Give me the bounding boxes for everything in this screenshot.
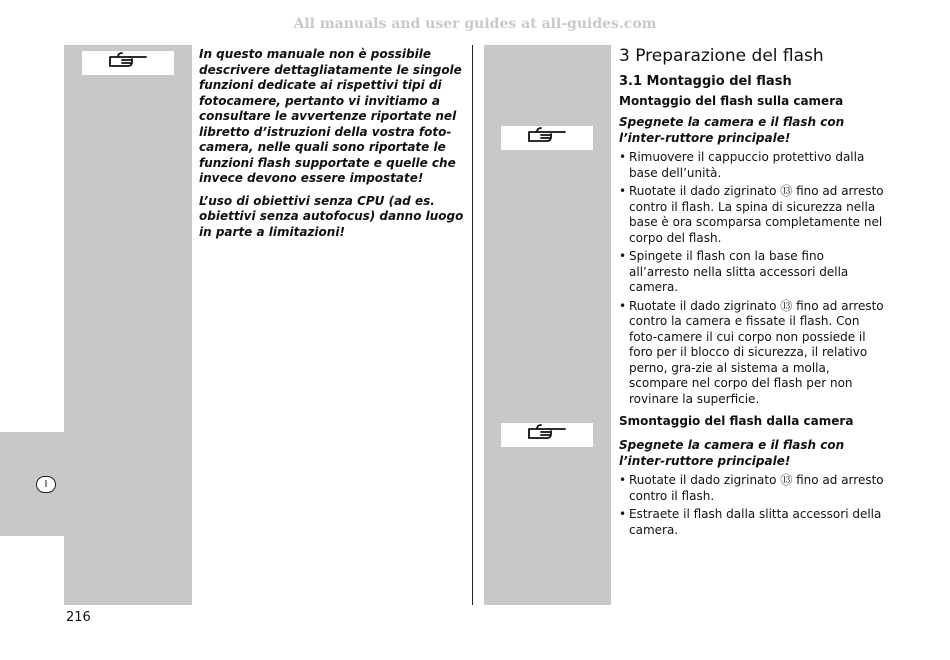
page-number: 216 [66, 610, 91, 625]
list-item: • Estraete il flash dalla slitta accessori della camera. [619, 507, 885, 538]
watermark: All manuals and user guides at all-guides.com [293, 16, 657, 32]
column-divider [472, 45, 473, 605]
list-item: • Ruotate il dado zigrinato ⑬ fino ad arresto contro la camera e fissate il flash. Con foto-camere il cui corpo non possiede il foro per il blocco di sicurezza, il relativo perno, gra-zie al sistema a molla, scompare nel corpo del flash per non rovinare la superficie. [619, 299, 885, 408]
mount-warning-marker [501, 126, 593, 150]
pointing-hand-icon [527, 126, 567, 150]
mounting-heading: Montaggio del flash sulla camera [619, 94, 844, 108]
left-text-column [199, 47, 467, 247]
left-margin-column [64, 45, 192, 605]
right-text-column [619, 45, 885, 544]
removal-steps [619, 473, 885, 538]
language-tab [0, 432, 66, 536]
note-paragraph: L’uso di obiettivi senza CPU (ad es. obiettivi senza autofocus) danno luogo in parte a limitazioni! [199, 193, 464, 239]
list-item: • Spingete il flash con la base fino all’arresto nella slitta accessori della camera. [619, 249, 885, 296]
removal-warning-marker [501, 423, 593, 447]
removal-heading: Smontaggio del flash dalla camera [619, 414, 854, 428]
mounting-warning: Spegnete la camera e il flash con l’inter-ruttore principale! [619, 115, 845, 145]
mounting-steps [619, 150, 885, 407]
list-item: • Rimuovere il cappuccio protettivo dalla base dell’unità. [619, 150, 885, 181]
note-paragraph: In questo manuale non è possibile descrivere dettagliatamente le singole funzioni dedicate ai rispettivi tipi di fotocamere, pertanto vi invitiamo a consultare le avvertenze riportate nel libretto d’istruzioni della vostra foto-camera, nelle quali sono riportate le funzioni flash supportate e quelle che invece devono essere impostate! [199, 47, 462, 185]
section-title: 3.1 Montaggio del flash [619, 74, 792, 89]
chapter-title: 3 Preparazione del flash [619, 46, 824, 66]
left-note-marker [82, 51, 174, 75]
removal-warning: Spegnete la camera e il flash con l’inter-ruttore principale! [619, 438, 845, 468]
language-tab-marker: I [36, 476, 56, 493]
list-item: • Ruotate il dado zigrinato ⑬ fino ad arresto contro il flash. La spina di sicurezza nella base è ora scomparsa completamente nel corpo del flash. [619, 184, 885, 246]
pointing-hand-icon [527, 423, 567, 447]
pointing-hand-icon [108, 51, 148, 75]
list-item: • Ruotate il dado zigrinato ⑬ fino ad arresto contro il flash. [619, 473, 885, 504]
